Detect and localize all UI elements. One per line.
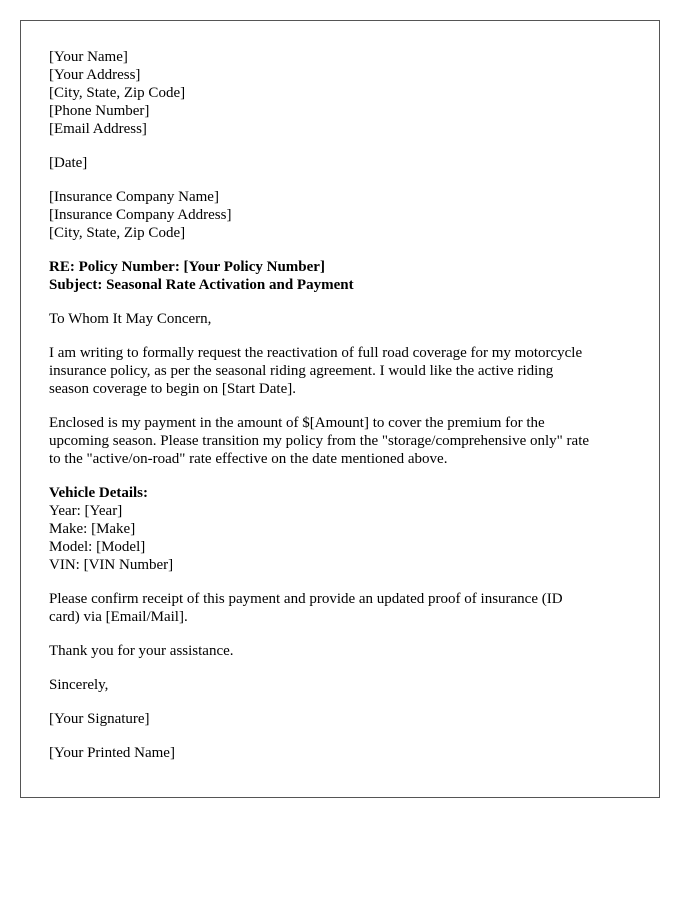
sender-address: [Your Address] (49, 67, 141, 83)
paragraph-reactivation-request (49, 344, 639, 398)
date-block (49, 154, 639, 172)
signature-placeholder: [Your Signature] (49, 711, 150, 727)
recipient-block (49, 188, 639, 242)
sender-email: [Email Address] (49, 121, 147, 137)
printed-name-placeholder: [Your Printed Name] (49, 745, 175, 761)
salutation (49, 310, 639, 328)
paragraph-line: season coverage to begin on [Start Date]. (49, 381, 296, 397)
recipient-city-state-zip: [City, State, Zip Code] (49, 225, 186, 241)
vehicle-details-heading: Vehicle Details: (49, 485, 149, 501)
reference-block (49, 258, 639, 294)
paragraph-line: upcoming season. Please transition my policy from the "storage/comprehensive only" rate (49, 433, 590, 449)
sender-phone: [Phone Number] (49, 103, 150, 119)
paragraph-line: to the "active/on-road" rate effective on the date mentioned above. (49, 451, 448, 467)
closing-text: Sincerely, (49, 677, 109, 693)
sender-city-state-zip: [City, State, Zip Code] (49, 85, 186, 101)
thanks-text: Thank you for your assistance. (49, 643, 234, 659)
letter-date: [Date] (49, 155, 88, 171)
vehicle-details-block (49, 484, 639, 574)
thanks-block (49, 642, 639, 660)
recipient-company-name: [Insurance Company Name] (49, 189, 219, 205)
vehicle-make: Make: [Make] (49, 521, 136, 537)
paragraph-line: Please confirm receipt of this payment and provide an updated proof of insurance (ID (49, 591, 563, 607)
vehicle-year: Year: [Year] (49, 503, 123, 519)
recipient-company-address: [Insurance Company Address] (49, 207, 232, 223)
paragraph-payment (49, 414, 639, 468)
paragraph-line: I am writing to formally request the reactivation of full road coverage for my motorcycle (49, 345, 583, 361)
signature-block (49, 710, 639, 728)
subject-line: Subject: Seasonal Rate Activation and Payment (49, 277, 354, 293)
paragraph-line: insurance policy, as per the seasonal riding agreement. I would like the active riding (49, 363, 554, 379)
salutation-text: To Whom It May Concern, (49, 311, 212, 327)
paragraph-confirmation (49, 590, 639, 626)
policy-reference: RE: Policy Number: [Your Policy Number] (49, 259, 325, 275)
paragraph-line: Enclosed is my payment in the amount of $[Amount] to cover the premium for the (49, 415, 545, 431)
letter-body (49, 48, 639, 778)
vehicle-model: Model: [Model] (49, 539, 146, 555)
sender-block (49, 48, 639, 138)
paragraph-line: card) via [Email/Mail]. (49, 609, 188, 625)
sender-name: [Your Name] (49, 49, 128, 65)
closing-block (49, 676, 639, 694)
vehicle-vin: VIN: [VIN Number] (49, 557, 174, 573)
printed-name-block (49, 744, 639, 762)
